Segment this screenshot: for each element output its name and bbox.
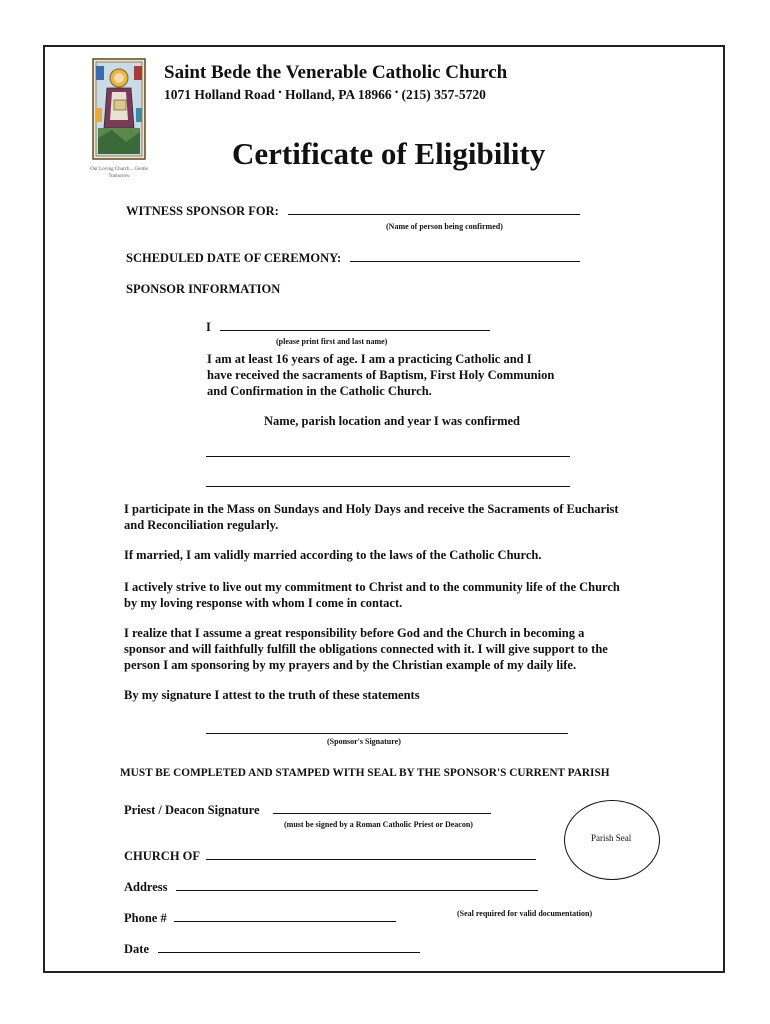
church-city: Holland, PA 18966	[284, 87, 392, 102]
date-field[interactable]	[158, 952, 420, 953]
date-row	[124, 941, 420, 957]
mass-paragraph	[124, 501, 619, 533]
attest-paragraph: By my signature I attest to the truth of these statements	[124, 688, 420, 702]
church-address: 1071 Holland Road	[164, 87, 276, 102]
mass-line-1: I participate in the Mass on Sundays and Holy Days and receive the Sacraments of Eucharist	[124, 502, 619, 516]
priest-row	[124, 802, 491, 818]
ceremony-label: SCHEDULED DATE OF CEREMONY:	[126, 251, 342, 265]
seal-note: (Seal required for valid documentation)	[457, 909, 593, 918]
page-title: Certificate of Eligibility	[232, 136, 546, 171]
logo-caption: Our Loving Church... Gentle Tomorrow	[90, 167, 148, 179]
commit-line-1: I actively strive to live out my commitment to Christ and to the community life of the Church	[124, 580, 620, 594]
sponsor-signature-field[interactable]	[206, 733, 568, 734]
church-of-field[interactable]	[206, 859, 536, 860]
responsibility-paragraph	[124, 625, 608, 673]
church-of-row	[124, 848, 536, 864]
sponsor-statement	[207, 351, 554, 399]
phone-field[interactable]	[174, 921, 396, 922]
print-note: (please print first and last name)	[276, 337, 388, 346]
separator-dot: •	[278, 87, 282, 97]
commitment-paragraph	[124, 579, 620, 611]
statement-line-2: have received the sacraments of Baptism, First Holy Communion	[207, 368, 555, 382]
address-label: Address	[124, 880, 168, 894]
parish-seal-label: Parish Seal	[591, 833, 632, 843]
mass-line-2: and Reconciliation regularly.	[124, 518, 279, 532]
sponsor-name-row	[206, 320, 490, 335]
resp-line-1: I realize that I assume a great responsibility before God and the Church in becoming a	[124, 626, 585, 640]
confirmed-label: Name, parish location and year I was confirmed	[264, 414, 521, 428]
resp-line-2: sponsor and will faithfully fulfill the obligations connected with it. I will give support to the	[124, 642, 608, 656]
witness-label: WITNESS SPONSOR FOR:	[126, 204, 279, 218]
statement-line-3: and Confirmation in the Catholic Church.	[207, 384, 432, 398]
witness-row	[126, 204, 580, 219]
church-contact	[164, 87, 486, 103]
church-logo-icon	[92, 58, 146, 162]
married-paragraph: If married, I am validly married according to the laws of the Catholic Church.	[124, 548, 542, 562]
address-row	[124, 879, 538, 895]
priest-label: Priest / Deacon Signature	[124, 803, 260, 817]
ceremony-date-field[interactable]	[350, 261, 580, 262]
priest-signature-field[interactable]	[273, 813, 491, 814]
ceremony-row	[126, 251, 580, 266]
witness-name-field[interactable]	[288, 214, 580, 215]
sponsor-name-field[interactable]	[220, 330, 490, 331]
confirmation-line-1[interactable]	[206, 456, 570, 457]
parish-heading: MUST BE COMPLETED AND STAMPED WITH SEAL BY THE SPONSOR'S CURRENT PARISH	[120, 767, 610, 779]
priest-note: (must be signed by a Roman Catholic Priest or Deacon)	[284, 820, 473, 829]
phone-row	[124, 910, 396, 926]
church-phone: (215) 357-5720	[401, 87, 486, 102]
witness-note: (Name of person being confirmed)	[386, 222, 503, 231]
sponsor-i-label: I	[206, 320, 211, 334]
phone-label: Phone #	[124, 911, 167, 925]
commit-line-2: by my loving response with whom I come in contact.	[124, 596, 403, 610]
statement-line-1: I am at least 16 years of age. I am a practicing Catholic and I	[207, 352, 532, 366]
separator-dot: •	[394, 87, 399, 97]
sponsor-signature-note: (Sponsor's Signature)	[327, 737, 401, 746]
confirmation-line-2[interactable]	[206, 486, 570, 487]
date-label: Date	[124, 942, 149, 956]
sponsor-info-heading: SPONSOR INFORMATION	[126, 282, 281, 296]
resp-line-3: person I am sponsoring by my prayers and by the Christian example of my daily life.	[124, 658, 577, 672]
church-of-label: CHURCH OF	[124, 849, 200, 863]
church-name: Saint Bede the Venerable Catholic Church	[164, 62, 508, 83]
address-field[interactable]	[176, 890, 538, 891]
